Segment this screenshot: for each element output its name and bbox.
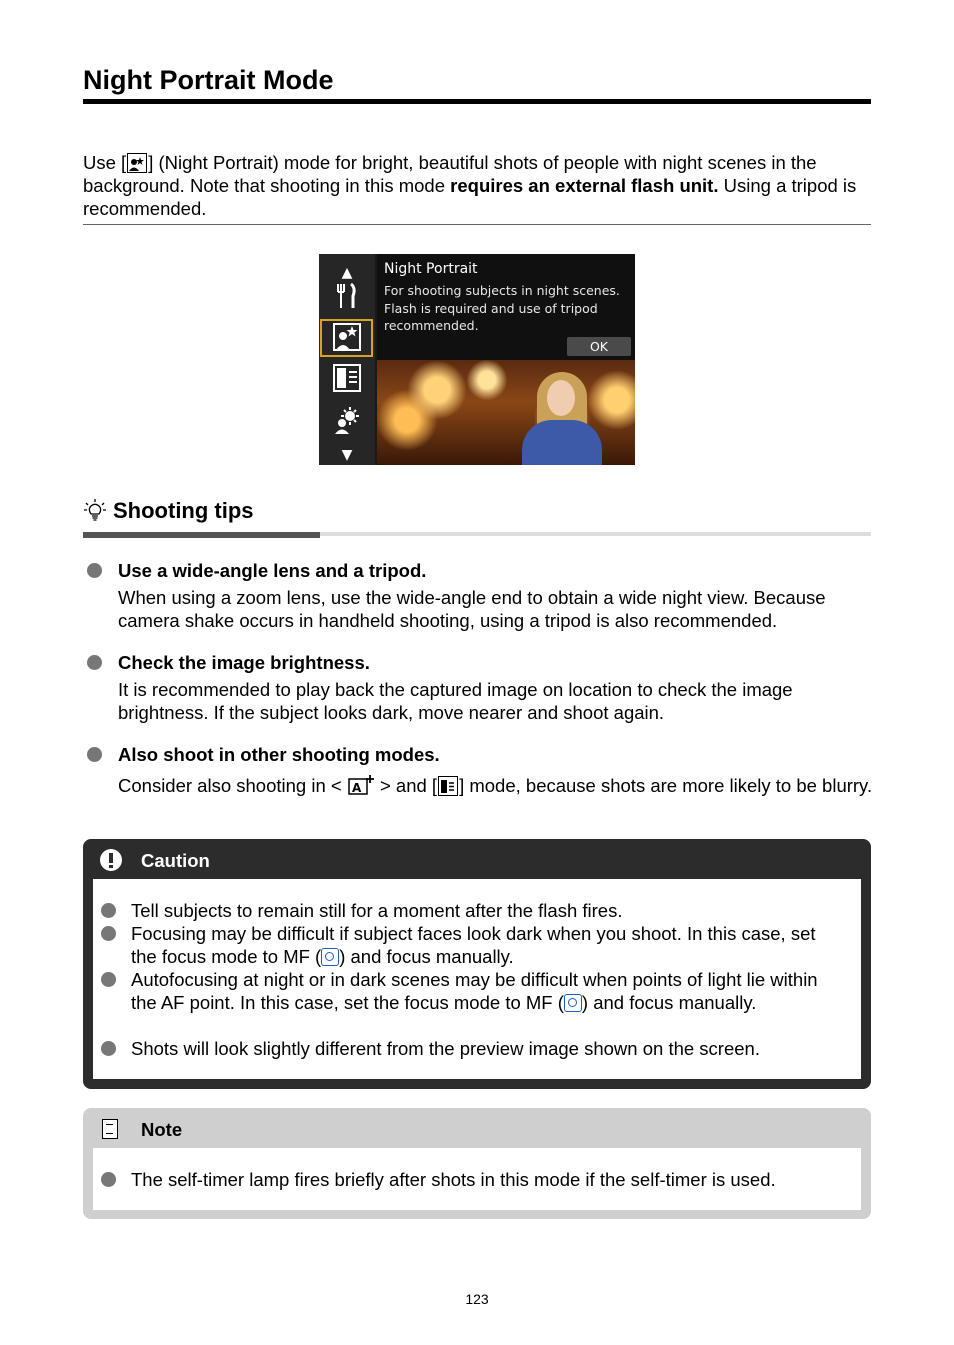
intro-bold-text: requires an external flash unit. bbox=[450, 175, 719, 196]
screen-mode-description: For shooting subjects in night scenes. Flash is required and use of tripod recommended. bbox=[384, 283, 620, 333]
note-box bbox=[83, 1108, 871, 1219]
manual-focus-link-icon[interactable] bbox=[321, 948, 339, 966]
camera-screen-image bbox=[319, 254, 635, 465]
caution-body bbox=[93, 879, 861, 1079]
bullet bbox=[87, 563, 102, 578]
intro-text-1: Use [ bbox=[83, 152, 127, 173]
tip-heading: Use a wide-angle lens and a tripod. bbox=[118, 560, 427, 581]
bullet bbox=[101, 926, 116, 941]
note-body bbox=[93, 1148, 861, 1210]
bullet bbox=[87, 655, 102, 670]
hdr-backlight-icon bbox=[329, 406, 365, 436]
caution-text: Shots will look slightly different from the preview image shown on the screen. bbox=[131, 1038, 760, 1059]
intro-paragraph bbox=[83, 151, 873, 220]
tip-text-b: > and [ bbox=[379, 775, 438, 796]
caution-text: Tell subjects to remain still for a moment after the flash fires. bbox=[131, 900, 623, 921]
intro-text-3: Using a tripod is recommended. bbox=[83, 175, 857, 219]
ok-button[interactable]: OK bbox=[567, 337, 631, 356]
lightbulb-icon bbox=[83, 498, 107, 522]
title-rule bbox=[83, 99, 871, 104]
note-title: Note bbox=[141, 1119, 183, 1140]
bullet bbox=[87, 747, 102, 762]
svg-text:A: A bbox=[351, 781, 362, 795]
tip-body: When using a zoom lens, use the wide-angle end to obtain a wide night view. Because camera shake occurs in handheld shooting, using a tripod is also recommended. bbox=[118, 587, 826, 631]
page-number: 123 bbox=[465, 1291, 489, 1307]
tip-heading: Also shoot in other shooting modes. bbox=[118, 744, 440, 765]
shooting-tips-heading: Shooting tips bbox=[113, 498, 254, 523]
page-title: Night Portrait Mode bbox=[83, 65, 334, 95]
caution-title: Caution bbox=[141, 850, 210, 871]
bullet bbox=[101, 903, 116, 918]
caution-icon bbox=[100, 849, 122, 871]
intro-rule bbox=[83, 224, 871, 225]
up-arrow-icon: ▲ bbox=[341, 265, 353, 281]
bullet bbox=[101, 1172, 116, 1187]
tip-body: It is recommended to play back the captured image on location to check the image brightness. If the subject looks dark, move nearer and shoot again. bbox=[118, 679, 793, 723]
caution-text-b: ) and focus manually. bbox=[581, 992, 757, 1013]
night-portrait-sample-photo bbox=[377, 360, 635, 465]
tip-body bbox=[118, 774, 873, 797]
caution-text-a: Autofocusing at night or in dark scenes may be difficult when points of light lie within the AF point. In this case, set the focus mode to MF ( bbox=[131, 969, 818, 1013]
caution-text bbox=[131, 968, 841, 1014]
night-portrait-icon bbox=[329, 323, 365, 353]
caution-text-b: ) and focus manually. bbox=[339, 946, 514, 967]
caution-text-a: Focusing may be difficult if subject faces look dark when you shoot. In this case, set the focus mode to MF ( bbox=[131, 923, 816, 967]
scene-intelligent-auto-icon bbox=[348, 775, 374, 795]
bullet bbox=[101, 1041, 116, 1056]
down-arrow-icon: ▼ bbox=[341, 447, 353, 463]
tip-text-a: Consider also shooting in < bbox=[118, 775, 342, 796]
manual-focus-link-icon[interactable] bbox=[564, 994, 582, 1012]
note-icon bbox=[102, 1119, 118, 1139]
mode-icon-column bbox=[319, 254, 375, 465]
heading-underline-light bbox=[320, 532, 871, 536]
bullet bbox=[101, 972, 116, 987]
tip-heading: Check the image brightness. bbox=[118, 652, 370, 673]
night-portrait-icon bbox=[127, 153, 147, 173]
caution-box bbox=[83, 839, 871, 1089]
handheld-night-scene-icon bbox=[438, 776, 458, 796]
tip-text-c: ] mode, because shots are more likely to be blurry. bbox=[459, 775, 873, 796]
handheld-night-scene-icon bbox=[329, 364, 365, 394]
photo-subject-body bbox=[522, 420, 602, 465]
screen-mode-title: Night Portrait bbox=[384, 261, 478, 277]
heading-underline-dark bbox=[83, 532, 320, 538]
note-text: The self-timer lamp fires briefly after shots in this mode if the self-timer is used. bbox=[131, 1169, 776, 1190]
intro-text-2: ] (Night Portrait) mode for bright, beautiful shots of people with night scenes in the background. Note that shooting in this mode bbox=[83, 152, 817, 196]
caution-text bbox=[131, 922, 841, 968]
photo-subject-face bbox=[547, 380, 575, 416]
food-icon bbox=[329, 282, 365, 312]
mode-description-panel bbox=[377, 254, 635, 360]
